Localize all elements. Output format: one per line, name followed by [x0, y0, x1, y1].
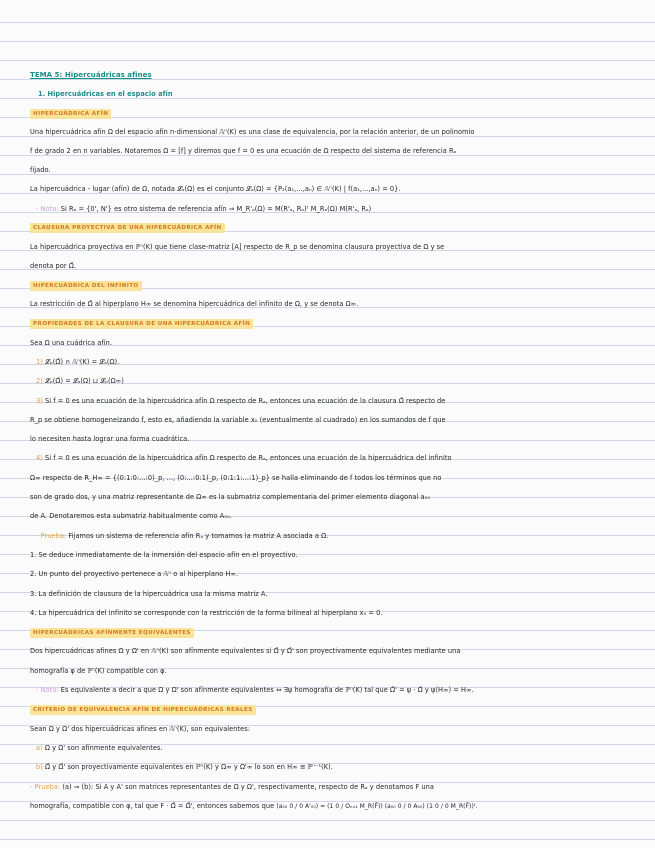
note-text: Es equivalente a decir a que Ω y Ω' son afínmente equivalentes ⇔ ∃ψ homografía de ℙⁿ(K) tal que Ω̄' = ψ · Ω̄ y ψ(H∞) = H∞.: [60, 686, 474, 694]
section-subtitle: 1. Hipercuádricas en el espacio afín: [38, 90, 173, 98]
header-hipercuadrica-infinito: [30, 280, 630, 291]
text-line: lo necesiten hasta lograr una forma cuadrática.: [30, 435, 190, 443]
matrix-formula: (a₀₀ 0 / 0 A'₀₀) = (1 0 / Oₙₓ₁ M_R(F̄)) (a₀₀ 0 / 0 A₀₀) (1 0 / 0 M_R(F̄))ᵗ.: [276, 803, 478, 810]
header-label: CLAUSURA PROYECTIVA DE UNA HIPERCUÁDRICA AFÍN: [30, 223, 225, 233]
note-line: [36, 685, 636, 695]
proof-line: [36, 531, 636, 541]
text-line: La hipercuádrica - lugar (afín) de Ω, notada 𝓛ₐ(Ω) es el conjunto 𝓛ₐ(Ω) = {P₂(a₁,...,aₙ) ∈ 𝔸ⁿ(K) | f(a₁,...,aₙ) = 0}.: [30, 185, 401, 193]
proof-text: Fijamos un sistema de referencia afín Rₐ y tomamos la matriz A asociada a Ω.: [68, 532, 329, 540]
proof-label: - Prueba:: [30, 783, 61, 791]
header-label: HIPERCUÁDRICAS AFÍNMENTE EQUIVALENTES: [30, 628, 194, 638]
text-line: La hipercuádrica proyectiva en ℙⁿ(K) que tiene clase-matriz [A] respecto de R_p se denomina clausura proyectiva de Ω y se: [30, 243, 445, 251]
text-line: 2. Un punto del proyectivo pertenece a 𝔸ⁿ o al hiperplano H∞.: [30, 570, 239, 578]
header-label: HIPERCUÁDRICA AFÍN: [30, 109, 111, 119]
text-line: Sea Ω una cuádrica afín.: [30, 339, 113, 347]
proof-line: [30, 782, 630, 792]
text-line: Dos hipercuádricas afines Ω y Ω' en 𝔸ⁿ(K) son afínmente equivalentes si Ω̄ y Ω̄' son proyectivamente equivalentes mediante una: [30, 647, 461, 655]
header-hipercuadrica-afin: [30, 108, 630, 119]
proof-text: (a) ⇒ (b): Si A y A' son matrices representantes de Ω y Ω', respectivamente, respecto de Rₐ y denotamos F una: [62, 783, 434, 791]
formula-intro: homografía, compatible con φ, tal que F · Ω̄ = Ω̄', entonces sabemos que: [30, 802, 275, 810]
formula-line: [30, 801, 628, 812]
criterion-item: [36, 743, 636, 753]
item-marker: a): [36, 744, 43, 752]
header-clausura-proyectiva: [30, 222, 630, 233]
item-text: Ω y Ω' son afínmente equivalentes.: [44, 744, 163, 752]
property-item: [36, 396, 636, 406]
criterion-item: [36, 762, 636, 772]
item-marker: 4): [36, 454, 43, 462]
text-line: son de grado dos, y una matriz representante de Ω∞ es la submatriz complementaria del primer elemento diagonal a₀₀: [30, 493, 431, 501]
text-line: 1. Se deduce inmediatamente de la inmersión del espacio afín en el proyectivo.: [30, 551, 298, 559]
proof-label: - Prueba:: [36, 532, 67, 540]
text-line: homografía φ de ℙⁿ(K) compatible con φ.: [30, 667, 167, 675]
header-afinmente-equivalentes: [30, 627, 630, 638]
text-line: 3. La definición de clausura de la hipercuádrica usa la misma matriz A.: [30, 590, 268, 598]
item-marker: b): [36, 763, 43, 771]
text-line: Una hipercuádrica afín Ω del espacio afín n-dimensional 𝔸ⁿ(K) es una clase de equivalencia, por la relación anterior, de un polinomio: [30, 128, 475, 136]
item-marker: 2): [36, 377, 43, 385]
text-line: Ω∞ respecto de R_H∞ = {(0:1:0:...:0)_p, ..., (0:...:0:1)_p, (0:1:1:...:1)_p} se halla eliminando de f todos los términos que no: [30, 474, 442, 482]
property-item: [36, 453, 636, 463]
header-propiedades-clausura: [30, 318, 630, 329]
property-item: [36, 357, 636, 367]
text-line: denota por Ω̄.: [30, 262, 76, 270]
property-item: [36, 376, 636, 386]
item-text: Ω̄ y Ω̄' son proyectivamente equivalentes en ℙⁿ(K) y Ω∞ y Ω'∞ lo son en H∞ ≅ ℙⁿ⁻¹(K).: [45, 763, 333, 771]
text-line: R_p se obtiene homogeneizando f, esto es, añadiendo la variable x₀ (eventualmente al cuadrado) en los sumandos de f que: [30, 416, 446, 424]
header-criterio-equivalencia: [30, 704, 630, 715]
text-line: La restricción de Ω̄ al hiperplano H∞ se denomina hipercuádrica del infinito de Ω, y se denota Ω∞.: [30, 300, 359, 308]
item-text: 𝓛ₚ(Ω̄) ∩ 𝔸ⁿ(K) = 𝓛ₐ(Ω).: [45, 358, 120, 366]
text-line: fijado.: [30, 166, 51, 174]
item-marker: 1): [36, 358, 43, 366]
text-line: 4. La hipercuádrica del infinito se corresponde con la restricción de la forma bilineal al hiperplano x₀ = 0.: [30, 609, 383, 617]
note-line: [36, 204, 636, 214]
item-text: Si f = 0 es una ecuación de la hipercuádrica afín Ω respecto de Rₐ, entonces una ecuación de la clausura Ω̄ respecto de: [45, 397, 446, 405]
page-title: TEMA 5: Hipercuádricas afines: [30, 71, 152, 79]
header-label: CRITERIO DE EQUIVALENCIA AFÍN DE HIPERCUÁDRICAS REALES: [30, 705, 256, 715]
note-text: Si Rₐ = {0', N'} es otro sistema de referencia afín ⇒ M_R'ₐ(Ω) = M(R'ₐ, Rₐ)ᵗ M_Rₐ(Ω) M(R'ₐ, Rₐ): [60, 205, 372, 213]
item-text: 𝓛ₚ(Ω̄) = 𝓛ₐ(Ω) ⊔ 𝓛ₚ(Ω∞): [45, 377, 124, 385]
item-text: Si f = 0 es una ecuación de la hipercuádrica afín Ω respecto de Rₐ, entonces una ecuación de la hipercuádrica del infinito: [45, 454, 452, 462]
header-label: HIPERCUÁDRICA DEL INFINITO: [30, 281, 142, 291]
text-line: Sean Ω y Ω' dos hipercuádricas afines en 𝔸ⁿ(K), son equivalentes:: [30, 725, 250, 733]
item-marker: 3): [36, 397, 43, 405]
text-line: f de grado 2 en n variables. Notaremos Ω = [f] y diremos que f = 0 es una ecuación de Ω respecto del sistema de referencia Rₐ: [30, 147, 457, 155]
note-label: - Nota:: [36, 205, 59, 213]
note-label: - Nota:: [36, 686, 59, 694]
header-label: PROPIEDADES DE LA CLAUSURA DE UNA HIPERCUÁDRICA AFÍN: [30, 319, 253, 329]
text-line: de A. Denotaremos esta submatriz habitualmente como A₀₀.: [30, 512, 232, 520]
